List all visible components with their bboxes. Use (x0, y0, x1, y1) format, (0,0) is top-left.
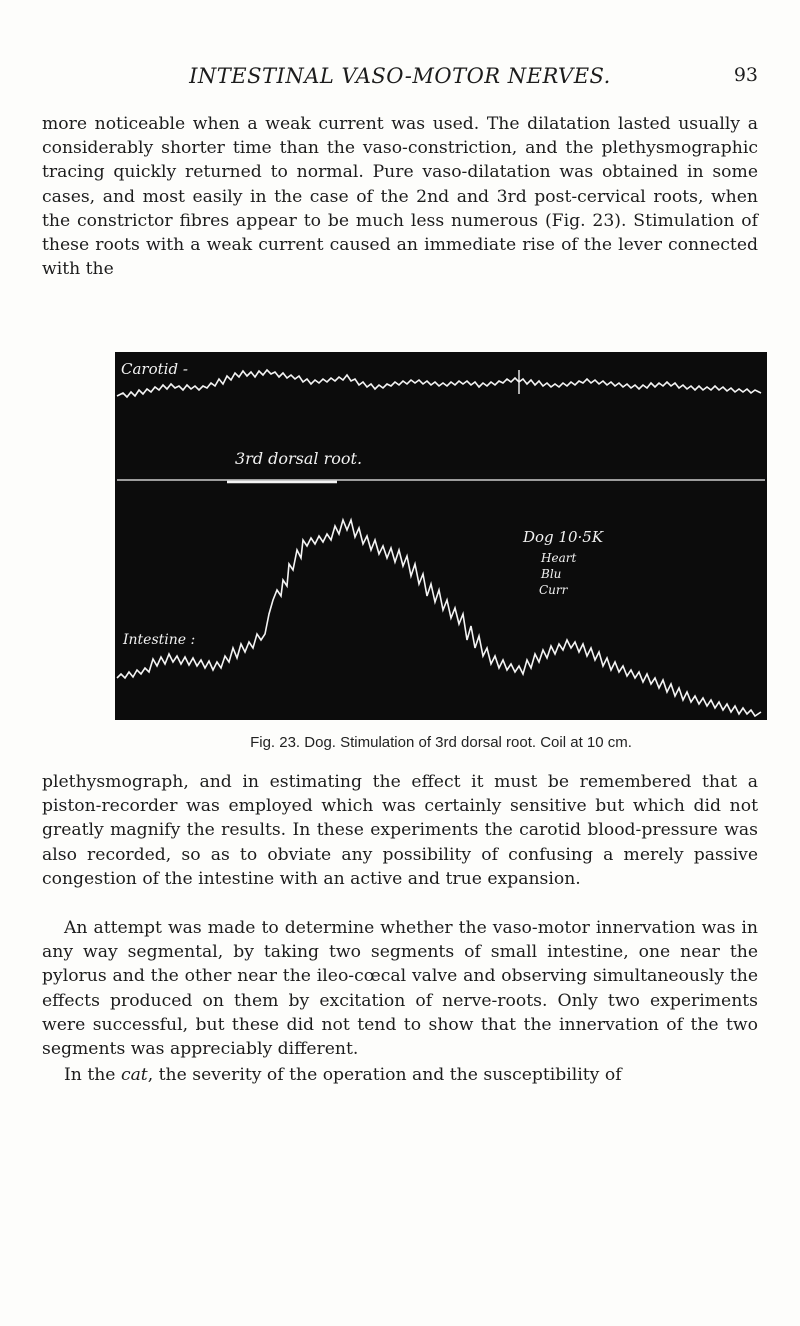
page-number: 93 (733, 64, 758, 86)
paragraph-4-text: In the cat, the severity of the operation and the susceptibility of (64, 1065, 622, 1085)
emphasis-word: cat (120, 1065, 148, 1085)
label-stimulus: 3rd dorsal root. (235, 449, 363, 468)
plethysmograph-tracing (115, 352, 767, 720)
running-head (42, 64, 758, 94)
intestine-volume-trace (117, 520, 761, 716)
paragraph-4 (42, 1063, 758, 1087)
label-coil: Dog 10·5K (523, 528, 604, 546)
paragraph-1: more noticeable when a weak current was used. The dilatation lasted usually a considerably shorter time than the vaso-constriction, and the plethysmographic tracing quickly returned to normal. Pure vaso-dilatation was obtained in some cases, and most easily in the case of the 2nd and 3rd post-cervical roots, when the constrictor fibres appear to be much less numerous (Fig. 23). Stimulation of these roots with a weak current caused an immediate rise of the lever connected with the (42, 114, 758, 280)
label-note-2: Blu (541, 567, 562, 581)
label-intestine: Intestine : (123, 632, 196, 648)
carotid-pressure-trace (117, 370, 761, 397)
figure-23-tracing (115, 352, 767, 720)
label-note-1: Heart (541, 551, 577, 565)
paragraph-3 (42, 916, 758, 1061)
figure-caption: Fig. 23. Dog. Stimulation of 3rd dorsal root. Coil at 10 cm. (250, 734, 632, 751)
running-title: INTESTINAL VASO-MOTOR NERVES. (189, 64, 611, 88)
label-note-3: Curr (539, 583, 568, 597)
paragraph-2: plethysmograph, and in estimating the effect it must be remembered that a piston-recorder was employed which was certainly sensitive but which did not greatly magnify the results. In these experiments the carotid blood-pressure was also recorded, so as to obviate any possibility of confusing a merely passive congestion of the intestine with an active and true expansion. (42, 772, 758, 889)
label-carotid: Carotid - (121, 360, 188, 378)
paragraph-3-text: An attempt was made to determine whether the vaso-motor innervation was in any way segmental, by taking two segments of small intestine, one near the pylorus and the other near the ileo-cœcal valve and observing simultaneously the effects produced on them by excitation of nerve-roots. Only two experiments were successful, but these did not tend to show that the innervation of the two segments was appreciably different. (42, 918, 758, 1060)
